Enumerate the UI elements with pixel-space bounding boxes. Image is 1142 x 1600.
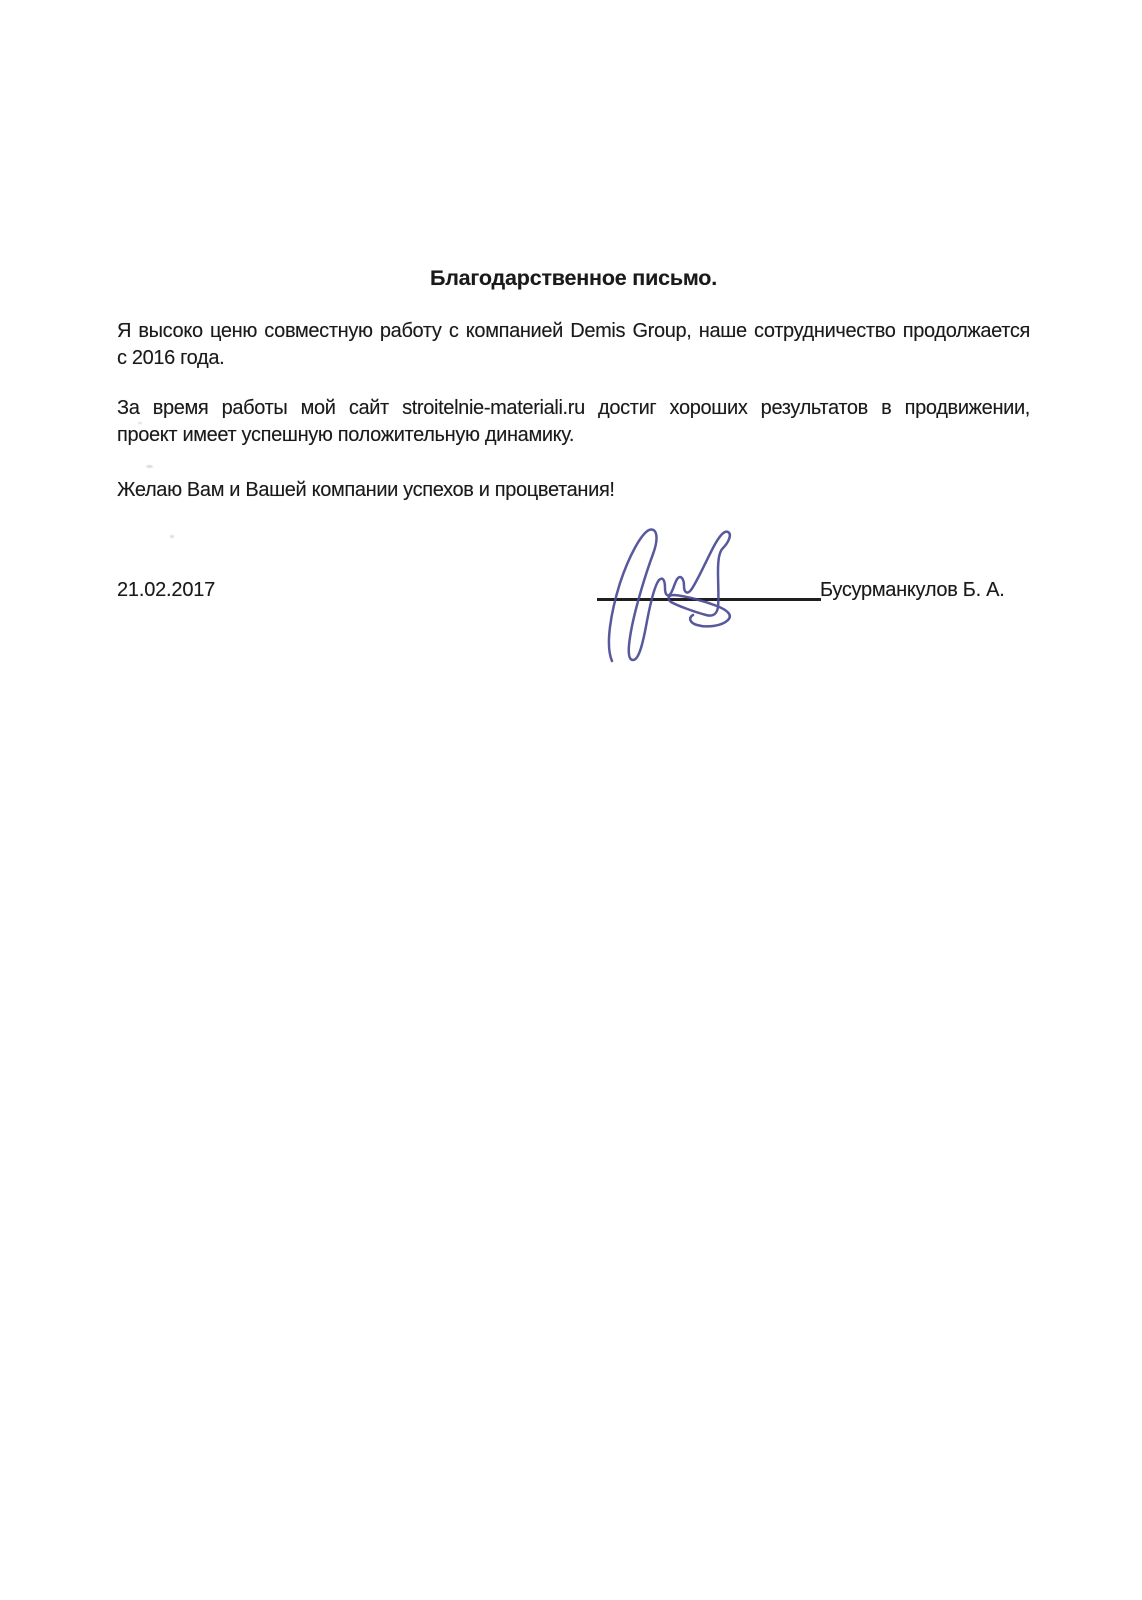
letter-line: За время работы мой сайт stroitelnie-materiali.ru достиг хороших результатов в продвижении, <box>117 397 1030 419</box>
letter-date: 21.02.2017 <box>117 579 216 601</box>
letter-line: проект имеет успешную положительную динамику. <box>117 424 575 446</box>
letter-paragraph-2 <box>117 395 1030 449</box>
scan-artifact-dot <box>146 465 153 468</box>
scan-artifact-dot <box>138 422 142 424</box>
letter-paragraph-1 <box>117 318 1030 372</box>
letter-paragraph-3 <box>117 477 1030 504</box>
letter-line: Желаю Вам и Вашей компании успехов и процветания! <box>117 479 615 501</box>
letter-body <box>117 0 1030 504</box>
letter-line: с 2016 года. <box>117 347 225 369</box>
letter-line: Я высоко ценю совместную работу с компанией Demis Group, наше сотрудничество продолжается <box>117 320 1030 342</box>
letter-title: Благодарственное письмо. <box>429 266 718 290</box>
handwritten-signature <box>576 503 756 671</box>
signer-name: Бусурманкулов Б. А. <box>820 579 1005 601</box>
scan-artifact-dot <box>170 535 174 538</box>
